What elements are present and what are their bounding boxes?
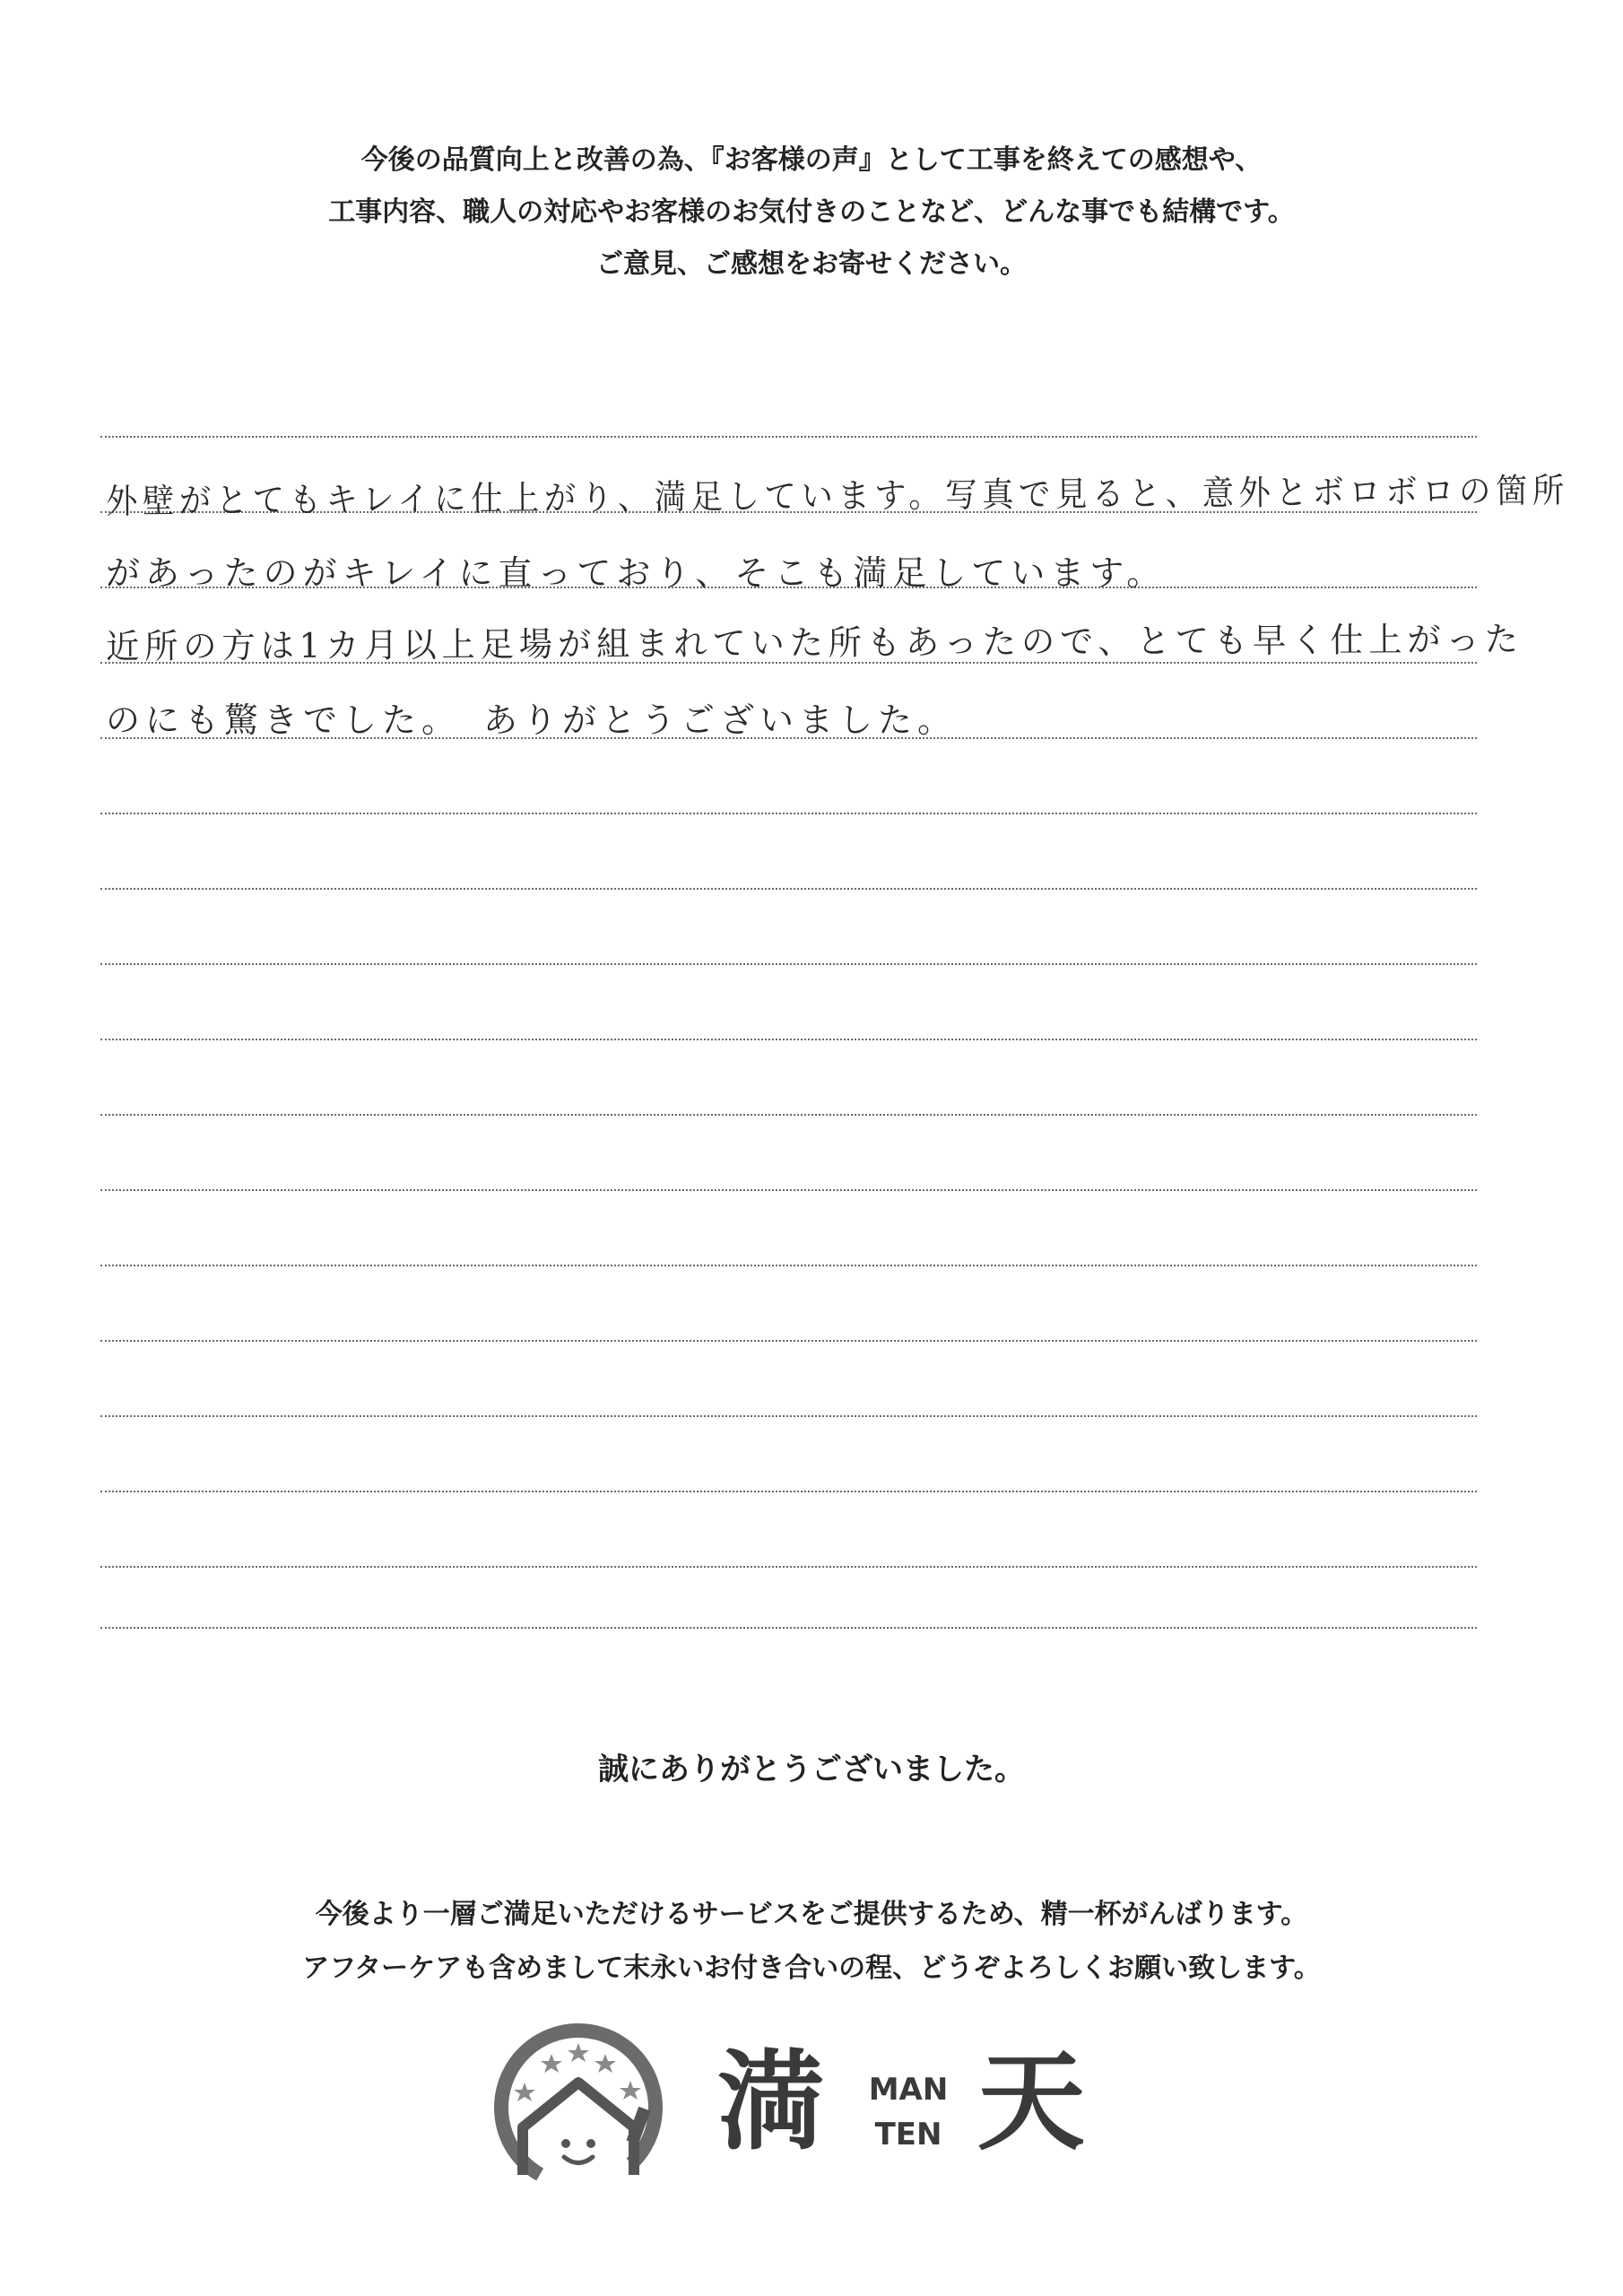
intro-text	[0, 135, 1623, 291]
logo-latin-ten: TEN	[874, 2117, 942, 2152]
handwritten-line-1: 外壁がとてもキレイに仕上がり、満足しています。写真で見ると、意外とボロボロの箇所	[105, 470, 1569, 521]
intro-line-1: 今後の品質向上と改善の為、『お客様の声』として工事を終えての感想や、	[360, 144, 1263, 176]
closing-line-1: 今後より一層ご満足いただけるサービスをご提供するため、精一杯がんばります。	[315, 1899, 1308, 1930]
closing-line-2: アフターケアも含めまして末永いお付き合いの程、どうぞよろしくお願い致します。	[302, 1952, 1321, 1984]
ruled-line	[100, 1114, 1477, 1116]
ruled-line	[100, 1415, 1477, 1417]
intro-line-3: ご意見、ご感想をお寄せください。	[596, 248, 1027, 280]
ruled-line	[100, 1189, 1477, 1191]
ruled-line	[100, 436, 1477, 438]
logo-latin-text	[855, 2067, 962, 2157]
intro-line-2: 工事内容、職人の対応やお客様のお気付きのことなど、どんな事でも結構です。	[328, 196, 1295, 228]
handwritten-line-2: があったのがキレイに直っており、そこも満足しています。	[106, 553, 1167, 593]
ruled-line	[100, 1491, 1477, 1492]
handwritten-line-3: 近所の方は1カ月以上足場が組まれていた所もあったので、とても早く仕上がった	[105, 619, 1523, 666]
ruled-line	[100, 888, 1477, 890]
ruled-line	[100, 963, 1477, 965]
house-emblem-icon	[489, 2018, 668, 2197]
ruled-line	[100, 1566, 1477, 1568]
ruled-line	[100, 1039, 1477, 1040]
logo-kanji-ten: 天	[977, 2040, 1085, 2165]
thanks-message: 誠にありがとうございました。	[598, 1752, 1025, 1787]
logo-latin-man: MAN	[868, 2072, 949, 2108]
handwritten-line-4: のにも驚きでした。 ありがとうございました。	[106, 700, 958, 740]
manten-logo	[489, 2018, 1134, 2197]
ruled-line	[100, 813, 1477, 814]
ruled-line	[100, 1340, 1477, 1342]
ruled-line	[100, 1265, 1477, 1266]
closing-message	[0, 1888, 1623, 1996]
logo-kanji-man: 満	[717, 2040, 825, 2165]
ruled-line	[100, 1627, 1477, 1629]
